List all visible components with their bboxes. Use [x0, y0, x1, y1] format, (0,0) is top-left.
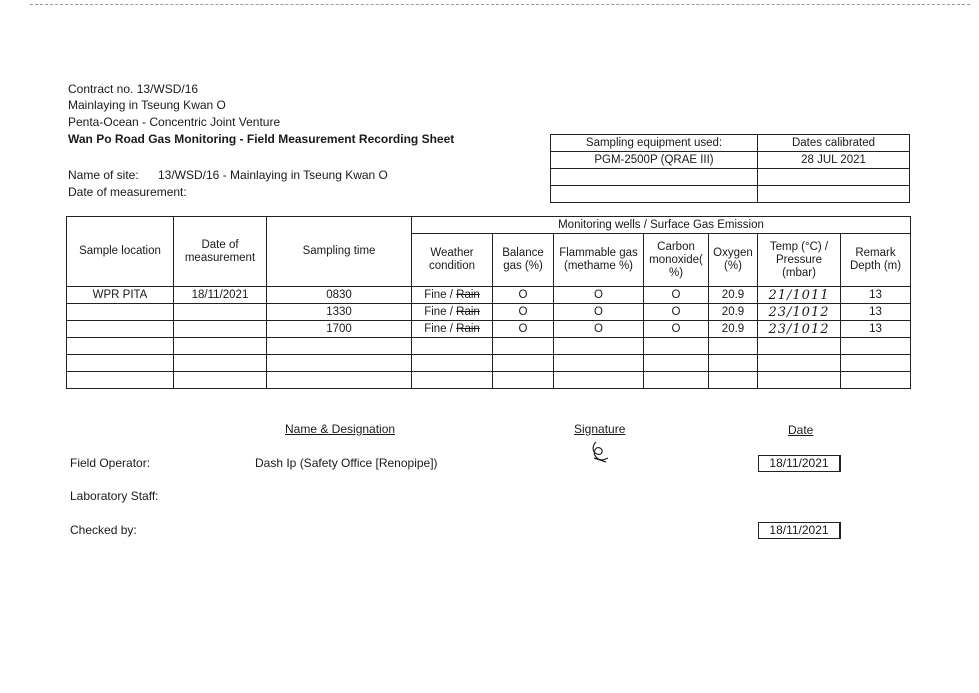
cell-remark: 13	[841, 304, 911, 321]
weather-rain-struck: Rain	[456, 305, 480, 318]
cell-co: O	[644, 304, 709, 321]
header-weather: Weather condition	[412, 234, 493, 287]
project-name: Mainlaying in Tseung Kwan O	[68, 98, 226, 112]
cell-co: O	[644, 321, 709, 338]
field-operator-label: Field Operator:	[70, 456, 151, 470]
contract-number: Contract no. 13/WSD/16	[68, 82, 199, 96]
header-carbon-monoxide: Carbon monoxide( %)	[644, 234, 709, 287]
header-flammable-gas: Flammable gas (methame %)	[554, 234, 644, 287]
cell-time: 1700	[267, 321, 412, 338]
cell-date: 18/11/2021	[174, 287, 267, 304]
cell-weather	[412, 321, 493, 338]
table-row-empty	[67, 372, 911, 389]
calibrated-header: Dates calibrated	[758, 135, 910, 152]
cell-location	[67, 321, 174, 338]
cell-date	[174, 304, 267, 321]
top-scan-edge	[30, 4, 970, 5]
checked-by-date: 18/11/2021	[758, 522, 841, 539]
cell-co: O	[644, 287, 709, 304]
header-temp-pressure: Temp (°C) / Pressure (mbar)	[758, 234, 841, 287]
equipment-empty	[551, 169, 758, 186]
cell-time: 0830	[267, 287, 412, 304]
cell-balance: O	[493, 287, 554, 304]
table-row	[67, 321, 911, 338]
cell-flammable: O	[554, 304, 644, 321]
measurement-table	[66, 216, 911, 389]
equipment-header: Sampling equipment used:	[551, 135, 758, 152]
header-sampling-time: Sampling time	[267, 217, 412, 287]
cell-balance: O	[493, 321, 554, 338]
cell-weather	[412, 304, 493, 321]
field-operator-date: 18/11/2021	[758, 455, 841, 472]
cell-temp-pressure: 23/1012	[758, 321, 841, 338]
signature-mark	[586, 440, 614, 466]
weather-rain-struck: Rain	[456, 322, 480, 335]
sheet-title: Wan Po Road Gas Monitoring - Field Measurement Recording Sheet	[68, 132, 455, 146]
cell-oxygen: 20.9	[709, 304, 758, 321]
calibrated-empty	[758, 169, 910, 186]
cell-location	[67, 304, 174, 321]
contractor-name: Penta-Ocean - Concentric Joint Venture	[68, 115, 281, 129]
table-row-empty	[67, 355, 911, 372]
site-value: 13/WSD/16 - Mainlaying in Tseung Kwan O	[158, 168, 388, 182]
site-label: Name of site:	[68, 168, 139, 182]
cell-remark: 13	[841, 287, 911, 304]
cell-time: 1330	[267, 304, 412, 321]
cell-date	[174, 321, 267, 338]
date-header: Date	[788, 423, 814, 437]
header-oxygen: Oxygen (%)	[709, 234, 758, 287]
signature-header: Signature	[574, 422, 626, 436]
table-row	[67, 287, 911, 304]
cell-location: WPR PITA	[67, 287, 174, 304]
calibrated-date: 28 JUL 2021	[758, 152, 910, 169]
equipment-empty	[551, 186, 758, 203]
cell-weather	[412, 287, 493, 304]
field-operator-name: Dash Ip (Safety Office [Renopipe])	[255, 456, 438, 470]
weather-fine: Fine /	[424, 288, 457, 301]
cell-flammable: O	[554, 287, 644, 304]
header-sample-location: Sample location	[67, 217, 174, 287]
cell-balance: O	[493, 304, 554, 321]
table-row	[67, 304, 911, 321]
header-monitoring-group: Monitoring wells / Surface Gas Emission	[412, 217, 911, 234]
cell-flammable: O	[554, 321, 644, 338]
header-date-of-measurement: Date of measurement	[174, 217, 267, 287]
weather-fine: Fine /	[424, 322, 457, 335]
header-remark-depth: Remark Depth (m)	[841, 234, 911, 287]
table-row-empty	[67, 338, 911, 355]
cell-temp-pressure: 21/1011	[758, 287, 841, 304]
weather-rain-struck: Rain	[456, 288, 480, 301]
weather-fine: Fine /	[424, 305, 457, 318]
cell-oxygen: 20.9	[709, 287, 758, 304]
laboratory-staff-label: Laboratory Staff:	[70, 489, 159, 503]
cell-temp-pressure: 23/1012	[758, 304, 841, 321]
header-balance-gas: Balance gas (%)	[493, 234, 554, 287]
cell-oxygen: 20.9	[709, 321, 758, 338]
calibrated-empty	[758, 186, 910, 203]
equipment-device: PGM-2500P (QRAE III)	[551, 152, 758, 169]
name-designation-header: Name & Designation	[285, 422, 396, 436]
equipment-table	[550, 134, 910, 203]
checked-by-label: Checked by:	[70, 523, 137, 537]
date-of-measurement-label: Date of measurement:	[68, 185, 187, 199]
cell-remark: 13	[841, 321, 911, 338]
